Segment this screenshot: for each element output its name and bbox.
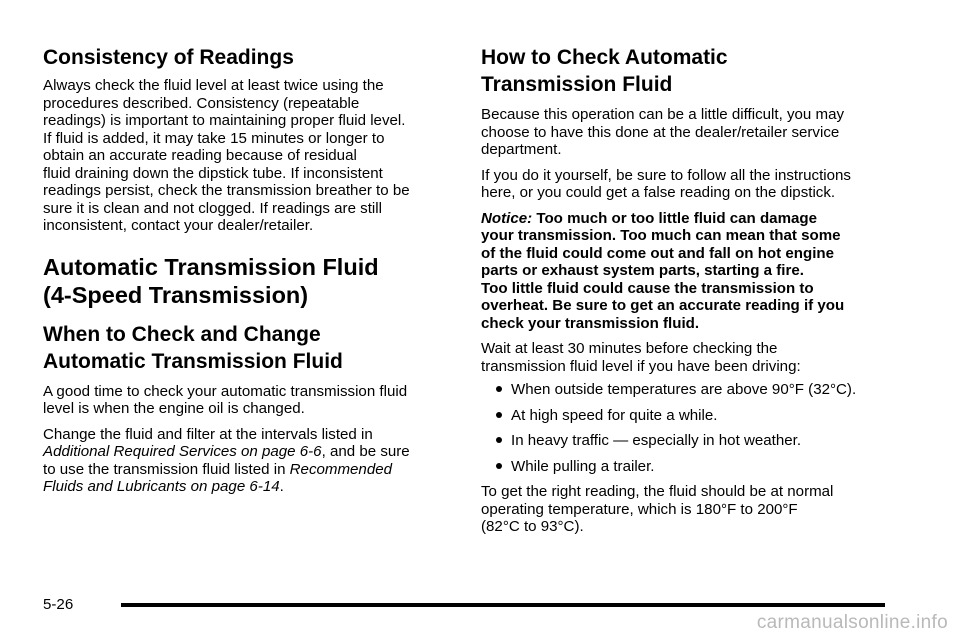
change-text-3: . bbox=[279, 478, 284, 495]
paragraph-difficult: Because this operation can be a little difficult, you may choose to have this done at the dealer/retailer service department. bbox=[481, 106, 845, 158]
list-item bbox=[481, 432, 901, 450]
heading-when-line1: When to Check and Change bbox=[43, 322, 321, 346]
paragraph-wait: Wait at least 30 minutes before checking the transmission fluid level if you have been driving: bbox=[481, 340, 801, 375]
driving-conditions-list bbox=[481, 381, 901, 475]
heading-atf-line2: (4-Speed Transmission) bbox=[43, 281, 309, 308]
heading-check-line1: How to Check Automatic bbox=[481, 46, 728, 69]
bullet-icon bbox=[496, 463, 502, 469]
change-text-2: , and be sure to use the transmission fluid listed in bbox=[43, 443, 410, 478]
left-column bbox=[43, 44, 443, 496]
right-column bbox=[481, 44, 901, 536]
link-additional-required-services[interactable]: Additional Required Services on page 6-6 bbox=[43, 443, 322, 460]
heading-check-line2: Transmission Fluid bbox=[481, 73, 673, 96]
list-item-text: At high speed for quite a while. bbox=[511, 406, 718, 424]
list-item bbox=[481, 407, 901, 425]
paragraph-right-reading: To get the right reading, the fluid should be at normal operating temperature, which is 180°F to 200°F (82°C to 93°C). bbox=[481, 483, 834, 535]
notice-text: Too much or too little fluid can damage your transmission. Too much can mean that some of the fluid could come out and fall on hot engine parts or exhaust system parts, starting a fire. Too little fluid could cause the transmission to overheat. Be sure to get an accurate reading if you check your transmission fluid. bbox=[481, 209, 845, 332]
bullet-icon bbox=[496, 412, 502, 418]
notice-block bbox=[481, 210, 901, 333]
page-number: 5-26 bbox=[43, 596, 74, 613]
paragraph-consistency: Always check the fluid level at least twice using the procedures described. Consistency (repeatable readings) is important to maintaining proper fluid level. If fluid is added, it may take 15 minutes or longer to obtain an accurate reading because of residual fluid draining down the dipstick tube. If inconsistent readings persist, check the transmission breather to be sure it is clean and not clogged. If readings are still inconsistent, contact your dealer/retailer. bbox=[43, 77, 410, 234]
footer-rule bbox=[121, 603, 885, 607]
paragraph-change-fluid bbox=[43, 426, 443, 496]
heading-how-to-check bbox=[481, 44, 901, 98]
heading-consistency-of-readings: Consistency of Readings bbox=[43, 46, 294, 69]
paragraph-do-it-yourself: If you do it yourself, be sure to follow all the instructions here, or you could get a false reading on the dipstick. bbox=[481, 166, 851, 201]
notice-label: Notice: bbox=[481, 209, 533, 227]
list-item-text: In heavy traffic — especially in hot weather. bbox=[511, 432, 802, 449]
list-item bbox=[481, 458, 901, 476]
list-item-text: While pulling a trailer. bbox=[511, 457, 655, 475]
list-item bbox=[481, 381, 901, 399]
change-text-1: Change the fluid and filter at the intervals listed in bbox=[43, 425, 373, 443]
watermark: carmanualsonline.info bbox=[756, 612, 948, 633]
link-recommended-fluids[interactable]: Recommended Fluids and Lubricants on page 6-14 bbox=[43, 460, 393, 495]
bullet-icon bbox=[496, 437, 502, 443]
heading-automatic-transmission-fluid bbox=[43, 253, 443, 309]
heading-atf-line1: Automatic Transmission Fluid bbox=[43, 253, 379, 280]
list-item-text: When outside temperatures are above 90°F (32°C). bbox=[511, 381, 857, 398]
heading-when-to-check bbox=[43, 321, 443, 375]
bullet-icon bbox=[496, 386, 502, 392]
heading-when-line2: Automatic Transmission Fluid bbox=[43, 349, 343, 373]
paragraph-good-time: A good time to check your automatic transmission fluid level is when the engine oil is changed. bbox=[43, 382, 408, 417]
